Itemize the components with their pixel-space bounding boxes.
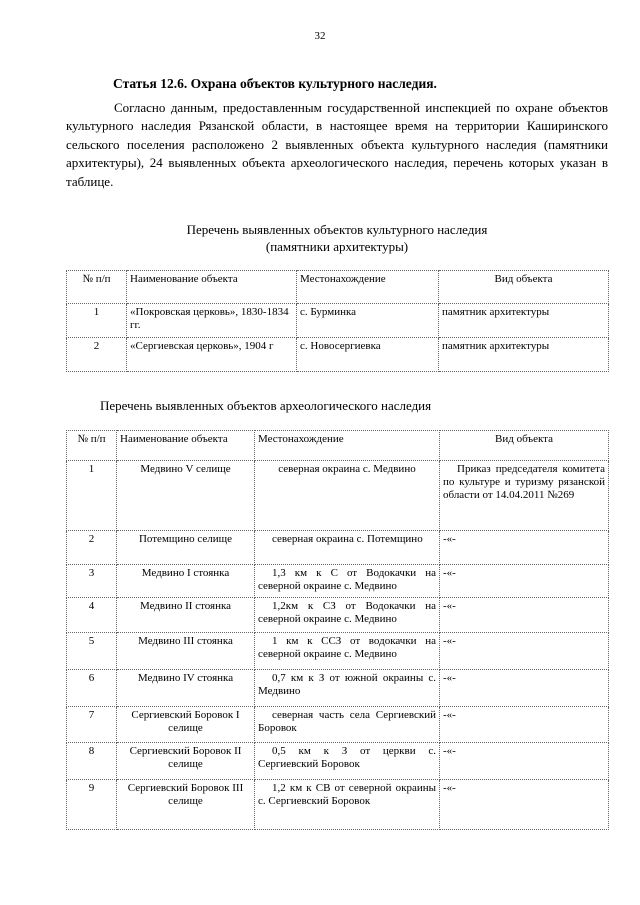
table-row [67, 633, 609, 670]
row-number: 1 [67, 304, 127, 338]
header-type: Вид объекта [440, 431, 609, 461]
table1-caption-line1: Перечень выявленных объектов культурного наследия [186, 222, 488, 237]
table-row [67, 707, 609, 743]
row-number: 9 [67, 780, 117, 830]
table-row [67, 743, 609, 780]
row-location: 1,2 км к СВ от северной окраины с. Сергиевский Боровок [255, 780, 440, 830]
row-type: -«- [440, 707, 609, 743]
row-type: -«- [440, 598, 609, 633]
row-type: -«- [440, 743, 609, 780]
architecture-monuments-table [66, 270, 609, 372]
archaeological-heritage-table [66, 430, 609, 830]
intro-paragraph-text: Согласно данным, предоставленным государственной инспекцией по охране объектов культурного наследия Рязанской области, в настоящее время на территории Каширинского сельского поселения расположено 2 выявленных объекта культурного наследия (памятники архитектуры), 24 выявленных объекта археологического наследия, перечень которых указан в таблице. [66, 100, 608, 189]
row-name: Сергиевский Боровок II селище [117, 743, 255, 780]
table-row [67, 565, 609, 598]
row-number: 2 [67, 531, 117, 565]
row-name: Сергиевский Боровок I селище [117, 707, 255, 743]
table-row [67, 461, 609, 531]
intro-paragraph [66, 99, 608, 191]
header-location: Местонахождение [297, 271, 439, 304]
row-type: Приказ председателя комитета по культуре и туризму рязанской области от 14.04.2011 №269 [440, 461, 609, 531]
row-location: с. Новосергиевка [297, 338, 439, 372]
row-type: -«- [440, 531, 609, 565]
row-location: 1,3 км к С от Водокачки на северной окраине с. Медвино [255, 565, 440, 598]
header-name: Наименование объекта [127, 271, 297, 304]
row-name: Потемщино селище [117, 531, 255, 565]
row-type: памятник архитектуры [439, 338, 609, 372]
row-name: «Сергиевская церковь», 1904 г [127, 338, 297, 372]
row-name: Медвино V селище [117, 461, 255, 531]
table-header-row [67, 431, 609, 461]
row-location: 1 км к ССЗ от водокачки на северной окраине с. Медвино [255, 633, 440, 670]
row-number: 6 [67, 670, 117, 707]
table-header-row [67, 271, 609, 304]
row-location: северная окраина с. Потемщино [255, 531, 440, 565]
row-name: Медвино III стоянка [117, 633, 255, 670]
row-type: -«- [440, 780, 609, 830]
header-type: Вид объекта [439, 271, 609, 304]
row-location: северная окраина с. Медвино [255, 461, 440, 531]
table-row [67, 304, 609, 338]
row-location: 1,2км к СЗ от Водокачки на северной окраине с. Медвино [255, 598, 440, 633]
row-name: Медвино IV стоянка [117, 670, 255, 707]
header-name: Наименование объекта [117, 431, 255, 461]
row-type: -«- [440, 670, 609, 707]
header-number: № п/п [67, 431, 117, 461]
row-location: 0,5 км к З от церкви с. Сергиевский Боровок [255, 743, 440, 780]
row-number: 3 [67, 565, 117, 598]
header-number: № п/п [67, 271, 127, 304]
row-number: 2 [67, 338, 127, 372]
table-row [67, 338, 609, 372]
table1-caption-line2: (памятники архитектуры) [265, 239, 409, 254]
row-type: -«- [440, 565, 609, 598]
article-heading: Статья 12.6. Охрана объектов культурного наследия. [113, 76, 437, 91]
table1-caption [66, 221, 608, 255]
table-row [67, 531, 609, 565]
row-name: Сергиевский Боровок III селище [117, 780, 255, 830]
table-row [67, 780, 609, 830]
row-name: Медвино II стоянка [117, 598, 255, 633]
row-name: «Покровская церковь», 1830-1834 гг. [127, 304, 297, 338]
row-number: 5 [67, 633, 117, 670]
table-row [67, 670, 609, 707]
row-number: 7 [67, 707, 117, 743]
row-location: северная часть села Сергиевский Боровок [255, 707, 440, 743]
header-location: Местонахождение [255, 431, 440, 461]
row-number: 4 [67, 598, 117, 633]
row-name: Медвино I стоянка [117, 565, 255, 598]
row-location: с. Бурминка [297, 304, 439, 338]
page-number: 32 [314, 30, 326, 42]
row-type: -«- [440, 633, 609, 670]
row-location: 0,7 км к З от южной окраины с. Медвино [255, 670, 440, 707]
row-number: 1 [67, 461, 117, 531]
table-row [67, 598, 609, 633]
row-number: 8 [67, 743, 117, 780]
row-type: памятник архитектуры [439, 304, 609, 338]
table2-caption: Перечень выявленных объектов археологического наследия [100, 398, 432, 413]
